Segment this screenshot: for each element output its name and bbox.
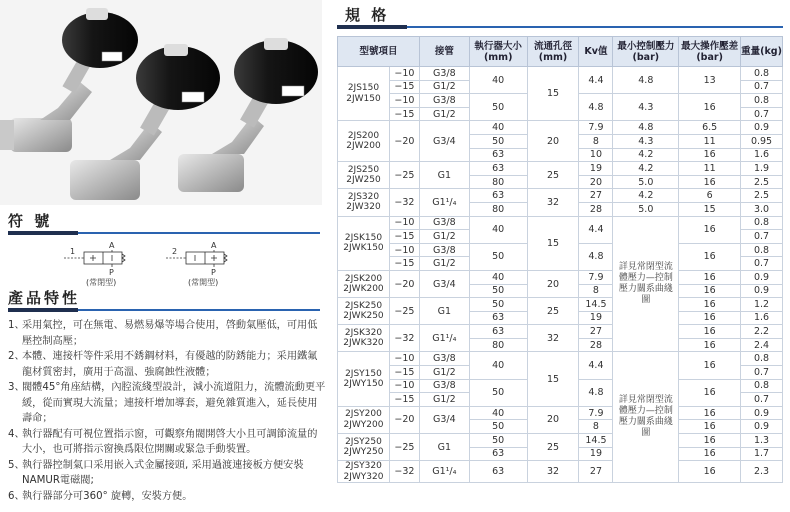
port-cell: G1 <box>419 162 469 189</box>
port-cell: G1/2 <box>419 230 469 244</box>
max-pressure-cell: 16 <box>679 325 741 339</box>
actuator-cell: 40 <box>469 216 527 243</box>
table-row <box>338 325 783 339</box>
kv-cell: 7.9 <box>579 270 613 284</box>
features-section-rule <box>8 309 320 311</box>
orifice-cell: 15 <box>527 67 579 121</box>
actuator-cell: 40 <box>469 270 527 284</box>
actuator-cell: 63 <box>469 311 527 325</box>
feature-item <box>8 489 326 505</box>
max-pressure-cell: 16 <box>679 148 741 162</box>
model-cell: 2JS150 2JW150 <box>338 67 390 121</box>
size-code-cell: −10 <box>389 216 419 230</box>
actuator-cell: 63 <box>469 148 527 162</box>
feature-text: 執行器控制氣口采用嵌入式金屬接頭, 采用過渡連接板方便安裝NAMUR電磁閥; <box>22 459 304 486</box>
actuator-cell: 50 <box>469 243 527 270</box>
max-pressure-cell: 13 <box>679 67 741 94</box>
header-model: 型號項目 <box>338 37 420 67</box>
max-pressure-cell: 6.5 <box>679 121 741 135</box>
symbol2-caption: (常開型) <box>188 278 219 287</box>
size-code-cell: −32 <box>389 189 419 216</box>
max-pressure-cell: 16 <box>679 352 741 379</box>
size-code-cell: −10 <box>389 243 419 257</box>
max-pressure-cell: 16 <box>679 94 741 121</box>
actuator-cell: 40 <box>469 352 527 379</box>
min-pressure-cell: 5.0 <box>613 175 679 189</box>
max-pressure-cell: 16 <box>679 175 741 189</box>
kv-cell: 8 <box>579 134 613 148</box>
orifice-cell: 25 <box>527 162 579 189</box>
port-cell: G1 <box>419 298 469 325</box>
kv-cell: 14.5 <box>579 434 613 448</box>
min-pressure-cell: 4.3 <box>613 134 679 148</box>
min-pressure-cell: 4.2 <box>613 162 679 176</box>
weight-cell: 1.9 <box>741 162 783 176</box>
feature-item <box>8 380 326 427</box>
model-cell: 2JSY250 2JWY250 <box>338 434 390 461</box>
min-pressure-cell: 4.2 <box>613 189 679 203</box>
kv-cell: 10 <box>579 148 613 162</box>
table-row <box>338 67 783 81</box>
features-section-title: 產品特性 <box>8 289 81 307</box>
feature-number: 1、 <box>8 320 25 331</box>
model-cell: 2JSK250 2JWK250 <box>338 298 390 325</box>
weight-cell: 0.7 <box>741 107 783 121</box>
max-pressure-cell: 16 <box>679 379 741 406</box>
kv-cell: 4.4 <box>579 67 613 94</box>
features-list <box>8 318 326 504</box>
orifice-cell: 32 <box>527 325 579 352</box>
table-row <box>338 189 783 203</box>
kv-cell: 7.9 <box>579 406 613 420</box>
max-pressure-cell: 6 <box>679 189 741 203</box>
kv-cell: 28 <box>579 338 613 352</box>
actuator-cell: 50 <box>469 94 527 121</box>
symbol1-port-p: P <box>109 268 114 277</box>
symbol2-number: 2 <box>172 247 178 256</box>
max-pressure-cell: 16 <box>679 420 741 434</box>
weight-cell: 2.3 <box>741 461 783 483</box>
symbol1-port-a: A <box>109 241 115 250</box>
max-pressure-cell: 11 <box>679 162 741 176</box>
actuator-cell: 63 <box>469 325 527 339</box>
size-code-cell: −20 <box>389 121 419 162</box>
spec-header-row <box>338 37 783 67</box>
weight-cell: 0.7 <box>741 257 783 271</box>
model-cell: 2JSK150 2JWK150 <box>338 216 390 270</box>
size-code-cell: −10 <box>389 94 419 108</box>
kv-cell: 19 <box>579 162 613 176</box>
weight-cell: 0.9 <box>741 270 783 284</box>
size-code-cell: −15 <box>389 393 419 407</box>
size-code-cell: −10 <box>389 67 419 81</box>
size-code-cell: −10 <box>389 352 419 366</box>
model-cell: 2JS320 2JW320 <box>338 189 390 216</box>
actuator-cell: 40 <box>469 406 527 420</box>
symbol1-caption: (常閉型) <box>86 278 117 287</box>
port-cell: G3/8 <box>419 379 469 393</box>
port-cell: G3/4 <box>419 406 469 433</box>
feature-text: 執行器配有可視位置指示窗，可觀察角閥開啓大小且可調節流量的大小，也可將指示窗換爲限位開關或緊急手動裝置。 <box>22 428 318 455</box>
kv-cell: 4.4 <box>579 352 613 379</box>
size-code-cell: −32 <box>389 461 419 483</box>
table-row <box>338 461 783 483</box>
port-cell: G3/8 <box>419 94 469 108</box>
weight-cell: 1.3 <box>741 434 783 448</box>
weight-cell: 0.95 <box>741 134 783 148</box>
min-pressure-remark: 詳見常閉型流體壓力—控制壓力關系曲綫圖 <box>613 216 679 352</box>
weight-cell: 0.8 <box>741 352 783 366</box>
table-row <box>338 216 783 230</box>
max-pressure-cell: 11 <box>679 134 741 148</box>
header-weight: 重量(kg) <box>741 37 783 67</box>
weight-cell: 0.9 <box>741 121 783 135</box>
actuator-cell: 50 <box>469 298 527 312</box>
feature-text: 執行器部分可360° 旋轉，安裝方便。 <box>22 490 193 502</box>
min-pressure-cell: 4.2 <box>613 148 679 162</box>
kv-cell: 4.4 <box>579 216 613 243</box>
actuator-cell: 80 <box>469 175 527 189</box>
actuator-cell: 40 <box>469 67 527 94</box>
orifice-cell: 20 <box>527 406 579 433</box>
symbol-section-title: 符 號 <box>8 212 53 230</box>
weight-cell: 0.7 <box>741 393 783 407</box>
spec-table <box>337 36 783 483</box>
size-code-cell: −10 <box>389 379 419 393</box>
size-code-cell: −15 <box>389 366 419 380</box>
actuator-cell: 50 <box>469 420 527 434</box>
angle-seat-valves-image <box>0 0 322 205</box>
max-pressure-cell: 15 <box>679 202 741 216</box>
weight-cell: 2.2 <box>741 325 783 339</box>
size-code-cell: −25 <box>389 162 419 189</box>
symbol-section-rule <box>8 232 320 234</box>
product-photo <box>0 0 322 205</box>
kv-cell: 7.9 <box>579 121 613 135</box>
actuator-cell: 80 <box>469 338 527 352</box>
weight-cell: 0.7 <box>741 366 783 380</box>
min-pressure-remark: 詳見常閉型流體壓力—控制壓力關系曲綫圖 <box>613 352 679 483</box>
weight-cell: 0.8 <box>741 94 783 108</box>
max-pressure-cell: 16 <box>679 338 741 352</box>
kv-cell: 19 <box>579 311 613 325</box>
weight-cell: 1.7 <box>741 447 783 461</box>
orifice-cell: 15 <box>527 216 579 270</box>
actuator-cell: 50 <box>469 134 527 148</box>
feature-item <box>8 349 326 380</box>
weight-cell: 3.0 <box>741 202 783 216</box>
weight-cell: 0.9 <box>741 284 783 298</box>
min-pressure-cell: 5.0 <box>613 202 679 216</box>
port-cell: G1/2 <box>419 80 469 94</box>
model-cell: 2JSK200 2JWK200 <box>338 270 390 297</box>
kv-cell: 8 <box>579 284 613 298</box>
weight-cell: 2.5 <box>741 189 783 203</box>
kv-cell: 19 <box>579 447 613 461</box>
port-cell: G1/2 <box>419 366 469 380</box>
max-pressure-cell: 16 <box>679 406 741 420</box>
weight-cell: 0.8 <box>741 67 783 81</box>
table-row <box>338 270 783 284</box>
orifice-cell: 25 <box>527 434 579 461</box>
actuator-cell: 50 <box>469 434 527 448</box>
size-code-cell: −25 <box>389 298 419 325</box>
symbol2-port-a: A <box>211 241 217 250</box>
weight-cell: 1.6 <box>741 311 783 325</box>
port-cell: G1¹/₄ <box>419 325 469 352</box>
max-pressure-cell: 16 <box>679 311 741 325</box>
port-cell: G3/4 <box>419 121 469 162</box>
table-row <box>338 352 783 366</box>
feature-number: 2、 <box>8 351 25 362</box>
max-pressure-cell: 16 <box>679 284 741 298</box>
weight-cell: 1.6 <box>741 148 783 162</box>
weight-cell: 0.7 <box>741 80 783 94</box>
port-cell: G1¹/₄ <box>419 461 469 483</box>
actuator-cell: 63 <box>469 162 527 176</box>
size-code-cell: −15 <box>389 257 419 271</box>
max-pressure-cell: 16 <box>679 461 741 483</box>
feature-item <box>8 427 326 458</box>
weight-cell: 2.5 <box>741 175 783 189</box>
table-row <box>338 298 783 312</box>
table-row <box>338 121 783 135</box>
feature-number: 6、 <box>8 490 25 502</box>
feature-number: 5、 <box>8 459 25 471</box>
size-code-cell: −25 <box>389 434 419 461</box>
kv-cell: 4.8 <box>579 379 613 406</box>
spec-section-rule <box>337 26 783 28</box>
header-port: 接管 <box>419 37 469 67</box>
port-cell: G1 <box>419 434 469 461</box>
model-cell: 2JSK320 2JWK320 <box>338 325 390 352</box>
actuator-cell: 63 <box>469 189 527 203</box>
min-pressure-cell: 4.8 <box>613 67 679 94</box>
max-pressure-cell: 16 <box>679 434 741 448</box>
table-row <box>338 162 783 176</box>
weight-cell: 2.4 <box>741 338 783 352</box>
port-cell: G1/2 <box>419 393 469 407</box>
size-code-cell: −15 <box>389 230 419 244</box>
actuator-cell: 40 <box>469 121 527 135</box>
weight-cell: 0.8 <box>741 379 783 393</box>
port-cell: G1¹/₄ <box>419 189 469 216</box>
orifice-cell: 32 <box>527 189 579 216</box>
valve-symbols <box>60 238 320 288</box>
min-pressure-cell: 4.8 <box>613 121 679 135</box>
model-cell: 2JS200 2JW200 <box>338 121 390 162</box>
port-cell: G3/8 <box>419 67 469 81</box>
port-cell: G3/8 <box>419 243 469 257</box>
orifice-cell: 20 <box>527 121 579 162</box>
max-pressure-cell: 16 <box>679 243 741 270</box>
table-row <box>338 406 783 420</box>
header-min-pressure: 最小控制壓力(bar) <box>613 37 679 67</box>
weight-cell: 0.7 <box>741 230 783 244</box>
actuator-cell: 80 <box>469 202 527 216</box>
port-cell: G1/2 <box>419 107 469 121</box>
max-pressure-cell: 16 <box>679 447 741 461</box>
max-pressure-cell: 16 <box>679 216 741 243</box>
weight-cell: 0.8 <box>741 243 783 257</box>
table-row <box>338 434 783 448</box>
model-cell: 2JS250 2JW250 <box>338 162 390 189</box>
max-pressure-cell: 16 <box>679 270 741 284</box>
symbol1-number: 1 <box>70 247 76 256</box>
header-orifice: 流通孔徑(mm) <box>527 37 579 67</box>
header-max-pressure: 最大操作壓差(bar) <box>679 37 741 67</box>
model-cell: 2JSY320 2JWY320 <box>338 461 390 483</box>
symbol2-port-p: P <box>211 268 216 277</box>
kv-cell: 27 <box>579 189 613 203</box>
orifice-cell: 32 <box>527 461 579 483</box>
weight-cell: 1.2 <box>741 298 783 312</box>
port-cell: G3/4 <box>419 270 469 297</box>
port-cell: G3/8 <box>419 352 469 366</box>
kv-cell: 28 <box>579 202 613 216</box>
feature-text: 本體、連接杆等件采用不銹鋼材料，有優越的防銹能力；采用鐵氟龍材質密封，廣用于高溫、強腐蝕性液體； <box>22 351 318 378</box>
size-code-cell: −32 <box>389 325 419 352</box>
size-code-cell: −20 <box>389 270 419 297</box>
kv-cell: 4.8 <box>579 94 613 121</box>
kv-cell: 27 <box>579 461 613 483</box>
kv-cell: 27 <box>579 325 613 339</box>
feature-text: 閥體45°角座結構，內腔流綫型設計，減小流道阻力，流體流動更平緩，從而實現大流量；連接杆增加導套，避免雜質進入，延長使用壽命； <box>22 382 326 424</box>
actuator-cell: 63 <box>469 461 527 483</box>
model-cell: 2JSY200 2JWY200 <box>338 406 390 433</box>
actuator-cell: 63 <box>469 447 527 461</box>
header-actuator: 執行器大小(mm) <box>469 37 527 67</box>
max-pressure-cell: 16 <box>679 298 741 312</box>
kv-cell: 8 <box>579 420 613 434</box>
orifice-cell: 15 <box>527 352 579 406</box>
size-code-cell: −15 <box>389 80 419 94</box>
min-pressure-cell: 4.3 <box>613 94 679 121</box>
actuator-cell: 50 <box>469 284 527 298</box>
feature-number: 3、 <box>8 382 25 393</box>
orifice-cell: 25 <box>527 298 579 325</box>
kv-cell: 4.8 <box>579 243 613 270</box>
weight-cell: 0.9 <box>741 406 783 420</box>
spec-section-title: 規 格 <box>345 6 390 24</box>
port-cell: G1/2 <box>419 257 469 271</box>
feature-number: 4、 <box>8 428 25 440</box>
weight-cell: 0.8 <box>741 216 783 230</box>
kv-cell: 14.5 <box>579 298 613 312</box>
feature-text: 采用氣控，可在無電、易燃易爆等場合使用，啓動氣壓低，可用低壓控制高壓； <box>22 320 318 347</box>
kv-cell: 20 <box>579 175 613 189</box>
orifice-cell: 20 <box>527 270 579 297</box>
weight-cell: 0.9 <box>741 420 783 434</box>
size-code-cell: −15 <box>389 107 419 121</box>
feature-item <box>8 458 326 489</box>
valve-symbol-diagrams <box>60 238 320 288</box>
feature-item <box>8 318 326 349</box>
size-code-cell: −20 <box>389 406 419 433</box>
actuator-cell: 50 <box>469 379 527 406</box>
header-kv: Kv值 <box>579 37 613 67</box>
model-cell: 2JSY150 2JWY150 <box>338 352 390 406</box>
port-cell: G3/8 <box>419 216 469 230</box>
